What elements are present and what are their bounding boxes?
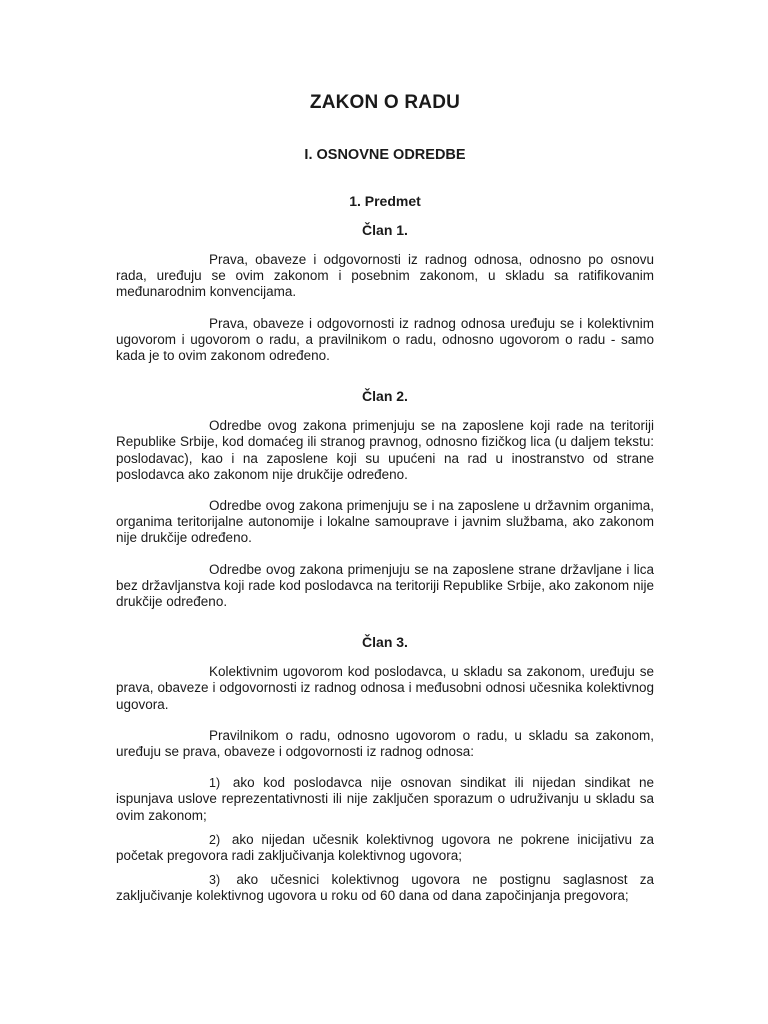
article-paragraph: Prava, obaveze i odgovornosti iz radnog odnosa uređuju se i kolektivnim ugovorom i ugovorom o radu, a pravilnikom o radu, odnosno ugovorom o radu - samo kada je to ovim zakonom određeno. [116, 315, 654, 364]
article-3 [116, 634, 654, 904]
article-heading: Član 3. [362, 634, 408, 651]
numbered-list [116, 775, 654, 904]
article-2 [116, 388, 654, 610]
list-item-text: ako kod poslodavca nije osnovan sindikat ili nijedan sindikat ne ispunjava uslove reprezentativnosti ili nije zaključen sporazum o udruživanju u skladu sa ovim zakonom; [116, 775, 654, 823]
subsection-title: 1. Predmet [349, 193, 421, 209]
list-item-number: 3) [209, 873, 221, 888]
list-item [116, 872, 654, 904]
list-item-text: ako nijedan učesnik kolektivnog ugovora ne pokrene inicijativu za početak pregovora radi zaključivanja kolektivnog ugovora; [116, 831, 654, 864]
article-paragraph: Odredbe ovog zakona primenjuju se na zaposlene koji rade na teritoriji Republike Srbije, kod domaćeg ili stranog pravnog, odnosno fizičkog lica (u daljem tekstu: poslodavac), kao i na zaposlene koji su upućeni na rad u inostranstvo od strane poslodavca ako zakonom nije drukčije određeno. [116, 418, 654, 482]
list-item-number: 2) [209, 832, 221, 847]
list-item [116, 832, 654, 864]
article-paragraph: Prava, obaveze i odgovornosti iz radnog odnosa, odnosno po osnovu rada, uređuju se ovim zakonom i posebnim zakonom, u skladu sa ratifikovanim međunarodnim konvencijama. [116, 252, 654, 300]
article-paragraph: Pravilnikom o radu, odnosno ugovorom o radu, u skladu sa zakonom, uređuju se prava, obaveze i odgovornosti iz radnog odnosa: [116, 727, 654, 760]
article-paragraph: Odredbe ovog zakona primenjuju se na zaposlene strane državljane i lica bez državljanstva koji rade kod poslodavca na teritoriji Republike Srbije, ako zakonom nije drukčije određeno. [116, 561, 654, 610]
document-title: ZAKON O RADU [309, 92, 461, 113]
article-heading: Član 1. [362, 222, 408, 238]
section-title: I. OSNOVNE ODREDBE [304, 147, 466, 163]
article-1 [116, 222, 654, 364]
article-heading: Član 2. [362, 388, 408, 405]
list-item [116, 775, 654, 824]
article-paragraph: Kolektivnim ugovorom kod poslodavca, u skladu sa zakonom, uređuju se prava, obaveze i odgovornosti iz radnog odnosa i međusobni odnosi učesnika kolektivnog ugovora. [116, 664, 654, 712]
article-paragraph: Odredbe ovog zakona primenjuju se i na zaposlene u državnim organima, organima teritorijalne autonomije i lokalne samouprave i javnim službama, ako zakonom nije drukčije određeno. [116, 498, 654, 546]
list-item-number: 1) [209, 776, 221, 791]
list-item-text: ako učesnici kolektivnog ugovora ne postignu saglasnost za zaključivanje kolektivnog ugovora u roku od 60 dana od dana započinjanja pregovora; [116, 872, 654, 904]
